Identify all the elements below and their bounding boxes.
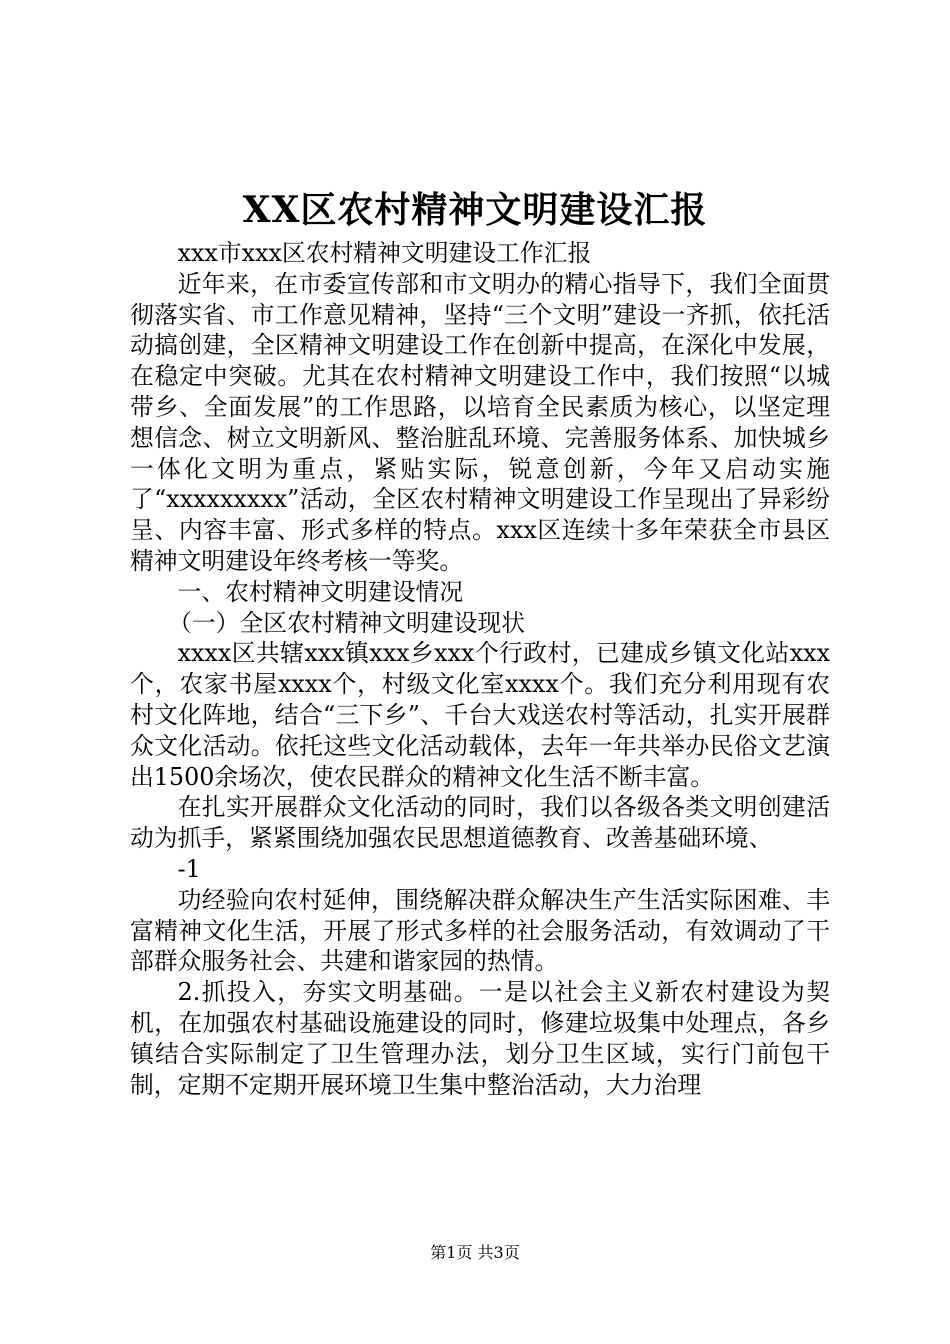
- paragraph: xxxx区共辖xxx镇xxx乡xxx个行政村，已建成乡镇文化站xxx个，农家书屋xxxx个，村级文化室xxxx个。我们充分利用现有农村文化阵地，结合“三下乡”、千台大戏送农村等活动，扎实开展群众文化活动。依托这些文化活动载体，去年一年共举办民俗文艺演出1500余场次，使农民群众的精神文化生活不断丰富。: [130, 639, 830, 791]
- paragraph: 近年来，在市委宣传部和市文明办的精心指导下，我们全面贯彻落实省、市工作意见精神，坚持“三个文明”建设一齐抓，依托活动搞创建，全区精神文明建设工作在创新中提高，在深化中发展，在稳定中突破。尤其在农村精神文明建设工作中，我们按照“以城带乡、全面发展”的工作思路，以培育全民素质为核心，以坚定理想信念、树立文明新风、整治脏乱环境、完善服务体系、加快城乡一体化文明为重点，紧贴实际，锐意创新，今年又启动实施了“xxxxxxxxx”活动，全区农村精神文明建设工作呈现出了异彩纷呈、内容丰富、形式多样的特点。xxx区连续十多年荣获全市县区精神文明建设年终考核一等奖。: [130, 269, 830, 575]
- paragraph: 在扎实开展群众文化活动的同时，我们以各级各类文明创建活动为抓手，紧紧围绕加强农民思想道德教育、改善基础环境、: [130, 793, 830, 853]
- document-title: XX区农村精神文明建设汇报: [242, 189, 708, 231]
- paragraph: xxx市xxx区农村精神文明建设工作汇报: [177, 239, 592, 267]
- document-body: [130, 238, 830, 1100]
- paragraph: 一、农村精神文明建设情况: [177, 577, 464, 606]
- paragraph: 功经验向农村延伸，围绕解决群众解决生产生活实际困难、丰富精神文化生活，开展了形式多样的社会服务活动，有效调动了干部群众服务社会、共建和谐家园的热情。: [130, 885, 830, 976]
- paragraph: 2.抓投入，夯实文明基础。一是以社会主义新农村建设为契机，在加强农村基础设施建设的同时，修建垃圾集中处理点，各乡镇结合实际制定了卫生管理办法，划分卫生区域，实行门前包干制，定期不定期开展环境卫生集中整治活动，大力治理: [130, 978, 830, 1099]
- paragraph: （一）全区农村精神文明建设现状: [168, 608, 526, 637]
- page-number-marker: -1: [177, 854, 201, 883]
- page-footer: 第1页 共3页: [430, 1243, 520, 1262]
